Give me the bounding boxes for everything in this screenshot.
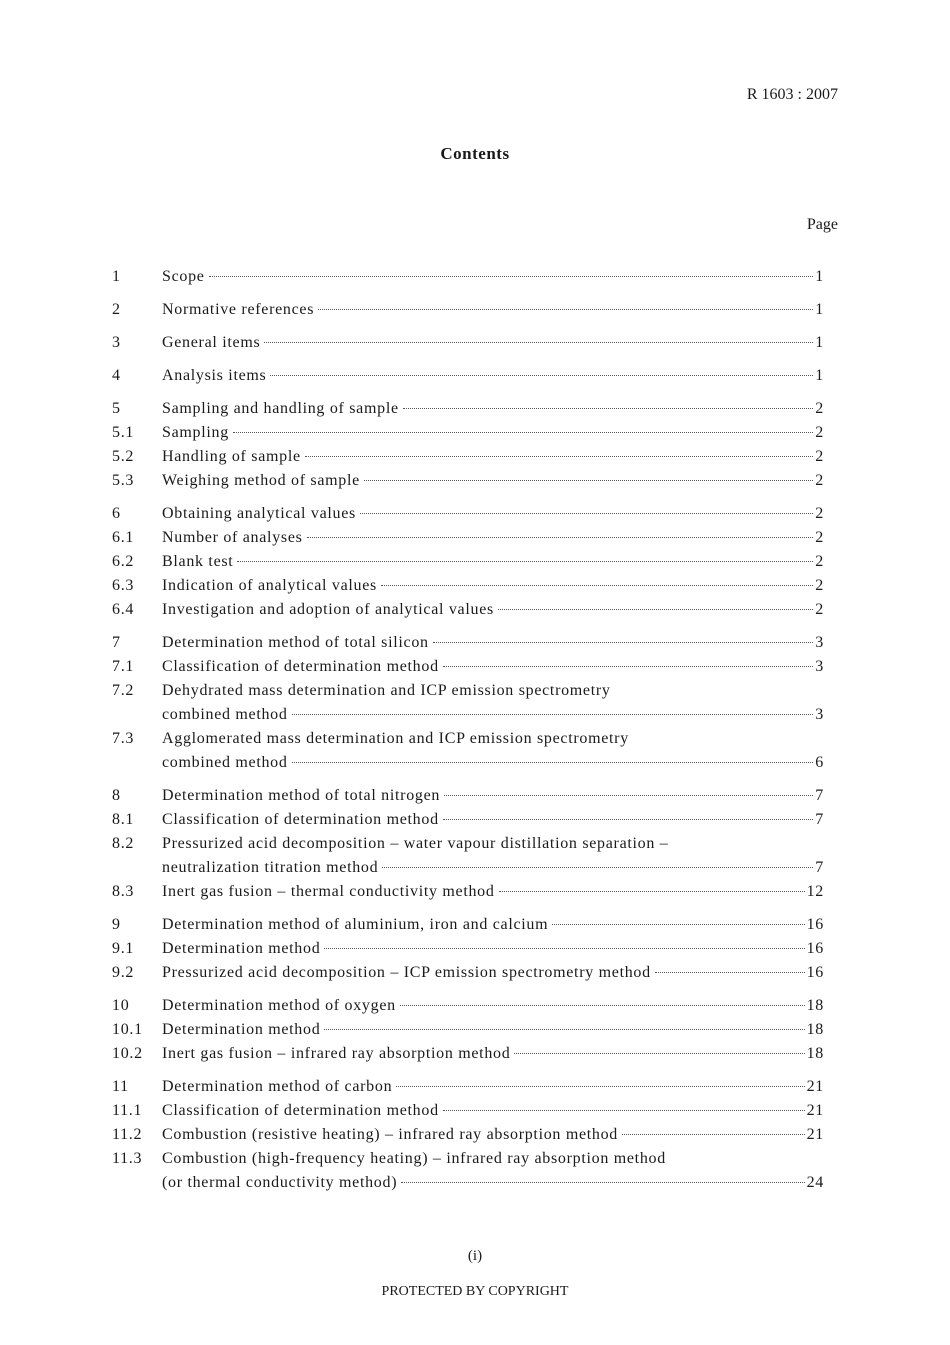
dot-leader bbox=[443, 819, 814, 820]
toc-group bbox=[112, 631, 824, 775]
toc-entry-number: 11.2 bbox=[112, 1126, 143, 1143]
toc-entry-line bbox=[162, 808, 824, 832]
dot-leader bbox=[237, 561, 813, 562]
toc-entry-number: 6.2 bbox=[112, 553, 135, 570]
toc-entry-title: General items bbox=[162, 334, 261, 351]
dot-leader bbox=[622, 1134, 805, 1135]
dot-leader bbox=[360, 513, 813, 514]
toc-entry-title: Indication of analytical values bbox=[162, 577, 377, 594]
toc-entry-line bbox=[162, 631, 824, 655]
toc-entry-line bbox=[162, 265, 824, 289]
toc-entry-number: 8 bbox=[112, 787, 121, 804]
toc-entry-number: 11 bbox=[112, 1078, 129, 1095]
toc-entry-body bbox=[162, 655, 824, 679]
toc-entry-title: Sampling and handling of sample bbox=[162, 400, 399, 417]
toc-group bbox=[112, 331, 824, 355]
toc-entry-number: 9.2 bbox=[112, 964, 135, 981]
toc-entry[interactable] bbox=[112, 808, 824, 832]
toc-entry-page: 3 bbox=[815, 634, 824, 651]
toc-entry-line bbox=[162, 937, 824, 961]
toc-entry-number: 5 bbox=[112, 400, 121, 417]
dot-leader bbox=[381, 585, 813, 586]
toc-entry[interactable] bbox=[112, 913, 824, 937]
toc-entry-number: 7.2 bbox=[112, 682, 135, 699]
toc-entry-line bbox=[162, 331, 824, 355]
toc-entry-page: 2 bbox=[815, 424, 824, 441]
dot-leader bbox=[552, 924, 804, 925]
toc-entry-page: 1 bbox=[815, 367, 824, 384]
toc-entry-title: Classification of determination method bbox=[162, 658, 439, 675]
toc-entry-title: Determination method bbox=[162, 940, 321, 957]
dot-leader bbox=[209, 276, 814, 277]
toc-entry-number: 1 bbox=[112, 268, 121, 285]
table-of-contents bbox=[112, 265, 824, 1204]
dot-leader bbox=[400, 1005, 805, 1006]
toc-entry-line bbox=[162, 421, 824, 445]
toc-entry[interactable] bbox=[112, 994, 824, 1018]
toc-entry[interactable] bbox=[112, 469, 824, 493]
toc-entry-page: 7 bbox=[815, 859, 824, 876]
toc-entry[interactable] bbox=[112, 265, 824, 289]
toc-entry-page: 24 bbox=[806, 1174, 824, 1191]
toc-entry-body bbox=[162, 598, 824, 622]
toc-entry-line bbox=[162, 502, 824, 526]
toc-entry-body bbox=[162, 526, 824, 550]
toc-entry-title: combined method bbox=[162, 754, 288, 771]
toc-entry[interactable] bbox=[112, 1099, 824, 1123]
toc-entry[interactable] bbox=[112, 364, 824, 388]
toc-entry-title: Analysis items bbox=[162, 367, 267, 384]
toc-entry-title: Handling of sample bbox=[162, 448, 301, 465]
toc-entry-body bbox=[162, 1099, 824, 1123]
toc-entry-body bbox=[162, 913, 824, 937]
toc-entry-title: Inert gas fusion – thermal conductivity method bbox=[162, 883, 495, 900]
toc-entry-number: 3 bbox=[112, 334, 121, 351]
toc-entry[interactable] bbox=[112, 1123, 824, 1147]
toc-entry-body bbox=[162, 265, 824, 289]
toc-entry-body bbox=[162, 961, 824, 985]
dot-leader bbox=[292, 762, 814, 763]
toc-entry[interactable] bbox=[112, 1147, 824, 1195]
toc-entry-page: 2 bbox=[815, 529, 824, 546]
page-title: Contents bbox=[440, 144, 510, 163]
toc-entry-number: 5.2 bbox=[112, 448, 135, 465]
toc-entry[interactable] bbox=[112, 832, 824, 880]
toc-entry-title: neutralization titration method bbox=[162, 859, 379, 876]
standard-number: R 1603 : 2007 bbox=[746, 86, 838, 103]
toc-entry-body bbox=[162, 727, 824, 775]
toc-entry-body bbox=[162, 679, 824, 727]
toc-entry-body bbox=[162, 469, 824, 493]
toc-entry-page: 2 bbox=[815, 400, 824, 417]
toc-entry-body bbox=[162, 298, 824, 322]
toc-entry-title-line: Pressurized acid decomposition – water vapour distillation separation – bbox=[162, 835, 669, 852]
toc-entry-line bbox=[162, 1042, 824, 1066]
toc-entry-number: 10.2 bbox=[112, 1045, 143, 1062]
toc-entry-title: Normative references bbox=[162, 301, 315, 318]
toc-entry-line bbox=[162, 550, 824, 574]
toc-entry-title: Classification of determination method bbox=[162, 811, 439, 828]
toc-entry[interactable] bbox=[112, 298, 824, 322]
toc-entry-page: 7 bbox=[815, 787, 824, 804]
toc-entry-body bbox=[162, 1018, 824, 1042]
toc-entry-page: 12 bbox=[806, 883, 824, 900]
toc-entry-body bbox=[162, 445, 824, 469]
toc-entry-line bbox=[162, 856, 824, 880]
dot-leader bbox=[307, 537, 814, 538]
dot-leader bbox=[655, 972, 805, 973]
dot-leader bbox=[305, 456, 814, 457]
dot-leader bbox=[443, 1110, 805, 1111]
dot-leader bbox=[324, 948, 804, 949]
toc-entry-page: 2 bbox=[815, 448, 824, 465]
toc-entry-body bbox=[162, 937, 824, 961]
toc-entry-line bbox=[162, 397, 824, 421]
toc-entry-body bbox=[162, 550, 824, 574]
toc-entry-line bbox=[162, 784, 824, 808]
dot-leader bbox=[403, 408, 814, 409]
toc-entry-line bbox=[162, 655, 824, 679]
toc-entry-page: 6 bbox=[815, 754, 824, 771]
dot-leader bbox=[264, 342, 813, 343]
toc-entry[interactable] bbox=[112, 1075, 824, 1099]
toc-entry-page: 21 bbox=[806, 1078, 824, 1095]
toc-entry-title: Investigation and adoption of analytical values bbox=[162, 601, 494, 618]
toc-entry-line bbox=[162, 1018, 824, 1042]
toc-entry-title: combined method bbox=[162, 706, 288, 723]
toc-entry-body bbox=[162, 994, 824, 1018]
toc-entry-line bbox=[162, 994, 824, 1018]
toc-entry[interactable] bbox=[112, 502, 824, 526]
dot-leader bbox=[364, 480, 813, 481]
toc-entry-page: 1 bbox=[815, 268, 824, 285]
footer-page-number: (i) bbox=[467, 1248, 483, 1264]
toc-entry-body bbox=[162, 631, 824, 655]
toc-entry-line bbox=[162, 880, 824, 904]
toc-entry-number: 7.3 bbox=[112, 730, 135, 747]
toc-entry-body bbox=[162, 1042, 824, 1066]
toc-entry[interactable] bbox=[112, 727, 824, 775]
dot-leader bbox=[233, 432, 813, 433]
toc-entry-line bbox=[162, 574, 824, 598]
toc-entry-body bbox=[162, 832, 824, 880]
toc-entry-page: 2 bbox=[815, 553, 824, 570]
toc-entry-number: 4 bbox=[112, 367, 121, 384]
toc-entry-title: (or thermal conductivity method) bbox=[162, 1174, 398, 1191]
toc-entry-line bbox=[162, 364, 824, 388]
toc-entry[interactable] bbox=[112, 1042, 824, 1066]
toc-entry-title: Number of analyses bbox=[162, 529, 303, 546]
toc-entry-body bbox=[162, 1147, 824, 1195]
toc-entry-line bbox=[162, 469, 824, 493]
toc-entry-body bbox=[162, 331, 824, 355]
toc-entry[interactable] bbox=[112, 655, 824, 679]
toc-entry-title-line: Dehydrated mass determination and ICP emission spectrometry bbox=[162, 682, 611, 699]
toc-entry-body bbox=[162, 502, 824, 526]
toc-entry-page: 18 bbox=[806, 1045, 824, 1062]
page-column-label: Page bbox=[806, 216, 838, 233]
toc-entry-title: Pressurized acid decomposition – ICP emission spectrometry method bbox=[162, 964, 651, 981]
toc-entry-line bbox=[162, 1099, 824, 1123]
toc-entry-page: 16 bbox=[806, 940, 824, 957]
toc-entry-title: Obtaining analytical values bbox=[162, 505, 356, 522]
toc-entry-number: 7 bbox=[112, 634, 121, 651]
toc-entry[interactable] bbox=[112, 526, 824, 550]
toc-entry-line bbox=[162, 1171, 824, 1195]
dot-leader bbox=[498, 609, 813, 610]
toc-entry-number: 6.3 bbox=[112, 577, 135, 594]
toc-entry-body bbox=[162, 397, 824, 421]
toc-entry-page: 18 bbox=[806, 1021, 824, 1038]
toc-entry[interactable] bbox=[112, 331, 824, 355]
toc-entry[interactable] bbox=[112, 550, 824, 574]
dot-leader bbox=[499, 891, 805, 892]
toc-entry-title: Combustion (resistive heating) – infrared ray absorption method bbox=[162, 1126, 619, 1143]
toc-entry[interactable] bbox=[112, 421, 824, 445]
toc-entry-title: Determination method of aluminium, iron and calcium bbox=[162, 916, 549, 933]
toc-entry-title: Determination method of total nitrogen bbox=[162, 787, 441, 804]
toc-entry-page: 1 bbox=[815, 301, 824, 318]
toc-group bbox=[112, 364, 824, 388]
toc-entry-number: 5.3 bbox=[112, 472, 135, 489]
toc-entry[interactable] bbox=[112, 961, 824, 985]
toc-entry-title: Determination method of carbon bbox=[162, 1078, 393, 1095]
toc-entry-body bbox=[162, 808, 824, 832]
toc-entry-title: Scope bbox=[162, 268, 205, 285]
toc-entry[interactable] bbox=[112, 880, 824, 904]
dot-leader bbox=[324, 1029, 804, 1030]
toc-entry-number: 6 bbox=[112, 505, 121, 522]
toc-entry-page: 2 bbox=[815, 601, 824, 618]
toc-group bbox=[112, 784, 824, 904]
toc-entry[interactable] bbox=[112, 397, 824, 421]
toc-entry-page: 21 bbox=[806, 1102, 824, 1119]
dot-leader bbox=[444, 795, 813, 796]
dot-leader bbox=[318, 309, 813, 310]
toc-entry-page: 18 bbox=[806, 997, 824, 1014]
toc-entry-line bbox=[162, 961, 824, 985]
dot-leader bbox=[514, 1053, 804, 1054]
dot-leader bbox=[433, 642, 814, 643]
toc-entry-page: 7 bbox=[815, 811, 824, 828]
toc-entry-page: 2 bbox=[815, 577, 824, 594]
toc-entry-line bbox=[162, 913, 824, 937]
toc-entry-number: 5.1 bbox=[112, 424, 135, 441]
toc-entry[interactable] bbox=[112, 445, 824, 469]
toc-entry-title: Determination method of total silicon bbox=[162, 634, 429, 651]
toc-entry-number: 9.1 bbox=[112, 940, 135, 957]
toc-entry-number: 11.1 bbox=[112, 1102, 143, 1119]
toc-group bbox=[112, 265, 824, 289]
toc-entry-page: 2 bbox=[815, 505, 824, 522]
toc-entry-line bbox=[162, 1123, 824, 1147]
dot-leader bbox=[270, 375, 813, 376]
toc-entry-title: Classification of determination method bbox=[162, 1102, 439, 1119]
toc-entry-number: 10.1 bbox=[112, 1021, 143, 1038]
dot-leader bbox=[292, 714, 814, 715]
toc-entry-page: 16 bbox=[806, 964, 824, 981]
toc-entry-title: Sampling bbox=[162, 424, 229, 441]
toc-entry[interactable] bbox=[112, 598, 824, 622]
toc-entry-number: 6.4 bbox=[112, 601, 135, 618]
toc-entry-number: 6.1 bbox=[112, 529, 135, 546]
toc-entry-title: Determination method bbox=[162, 1021, 321, 1038]
dot-leader bbox=[382, 867, 813, 868]
toc-entry-line bbox=[162, 751, 824, 775]
toc-entry-number: 8.1 bbox=[112, 811, 135, 828]
toc-group bbox=[112, 502, 824, 622]
toc-entry-number: 8.2 bbox=[112, 835, 135, 852]
toc-entry[interactable] bbox=[112, 679, 824, 727]
toc-entry-number: 2 bbox=[112, 301, 121, 318]
toc-entry-number: 7.1 bbox=[112, 658, 135, 675]
toc-entry-title-line: Agglomerated mass determination and ICP emission spectrometry bbox=[162, 730, 629, 747]
toc-entry[interactable] bbox=[112, 1018, 824, 1042]
toc-entry-title: Inert gas fusion – infrared ray absorption method bbox=[162, 1045, 511, 1062]
toc-group bbox=[112, 397, 824, 493]
toc-entry-body bbox=[162, 880, 824, 904]
toc-entry-body bbox=[162, 574, 824, 598]
toc-entry-title: Blank test bbox=[162, 553, 234, 570]
dot-leader bbox=[401, 1182, 804, 1183]
toc-entry-body bbox=[162, 1123, 824, 1147]
toc-entry-title-line: Combustion (high-frequency heating) – infrared ray absorption method bbox=[162, 1150, 666, 1167]
toc-entry[interactable] bbox=[112, 574, 824, 598]
toc-entry-page: 16 bbox=[806, 916, 824, 933]
toc-entry-page: 3 bbox=[815, 658, 824, 675]
toc-entry[interactable] bbox=[112, 784, 824, 808]
toc-entry-line bbox=[162, 526, 824, 550]
toc-group bbox=[112, 1075, 824, 1195]
toc-entry-page: 2 bbox=[815, 472, 824, 489]
toc-group bbox=[112, 913, 824, 985]
toc-entry-title: Weighing method of sample bbox=[162, 472, 360, 489]
toc-entry-body bbox=[162, 364, 824, 388]
toc-entry-number: 8.3 bbox=[112, 883, 135, 900]
toc-entry-line bbox=[162, 703, 824, 727]
toc-entry-line bbox=[162, 298, 824, 322]
toc-entry-body bbox=[162, 421, 824, 445]
toc-entry-title: Determination method of oxygen bbox=[162, 997, 396, 1014]
copyright-notice: PROTECTED BY COPYRIGHT bbox=[381, 1284, 569, 1299]
toc-entry-body bbox=[162, 1075, 824, 1099]
toc-entry-line bbox=[162, 1075, 824, 1099]
toc-entry[interactable] bbox=[112, 631, 824, 655]
toc-entry-page: 1 bbox=[815, 334, 824, 351]
dot-leader bbox=[396, 1086, 804, 1087]
toc-group bbox=[112, 994, 824, 1066]
toc-entry-line bbox=[162, 598, 824, 622]
toc-entry-page: 21 bbox=[806, 1126, 824, 1143]
toc-entry-line bbox=[162, 445, 824, 469]
toc-entry-page: 3 bbox=[815, 706, 824, 723]
toc-entry[interactable] bbox=[112, 937, 824, 961]
toc-entry-number: 11.3 bbox=[112, 1150, 143, 1167]
toc-entry-body bbox=[162, 784, 824, 808]
toc-group bbox=[112, 298, 824, 322]
dot-leader bbox=[443, 666, 814, 667]
toc-entry-number: 10 bbox=[112, 997, 130, 1014]
toc-entry-number: 9 bbox=[112, 916, 121, 933]
